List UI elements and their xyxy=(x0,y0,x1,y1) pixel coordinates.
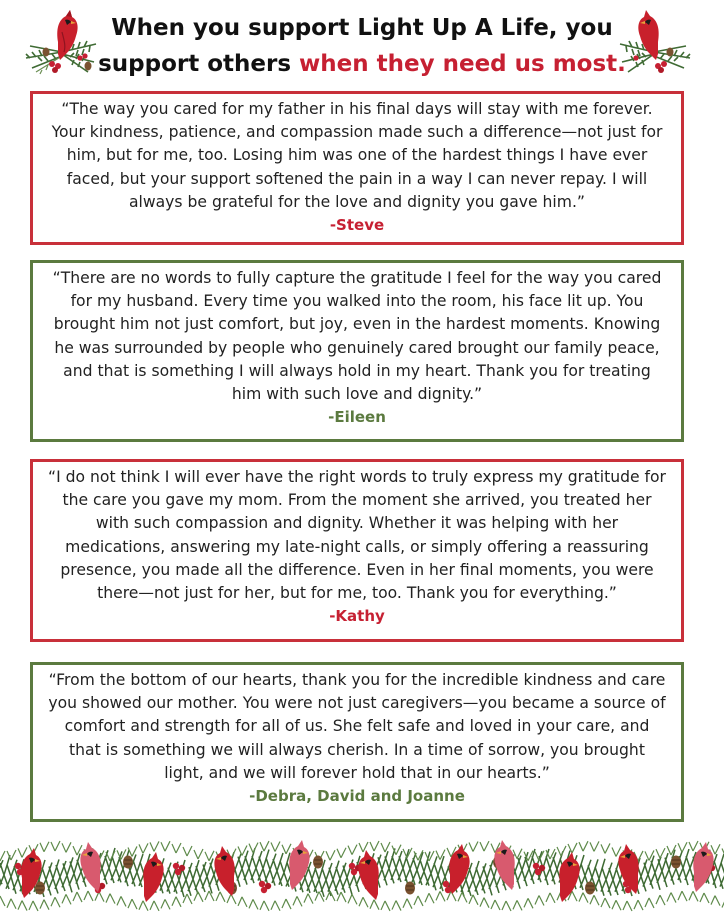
testimonial-author: -Debra, David and Joanne xyxy=(249,787,465,806)
testimonial-quote: “From the bottom of our hearts, thank you for the incredible kindness and care you showed our mother. You were not just caregivers—you became a source of comfort and strength for all of us. She felt safe and loved in your care, and that is something we will always cherish. In a time of sorrow, you brought light, and we will forever hold that in our hearts.” xyxy=(48,671,666,782)
testimonial-card-eileen xyxy=(30,260,684,442)
testimonial-card-kathy xyxy=(30,459,684,642)
title-text: When you support Light Up A Life, you support others xyxy=(98,15,613,77)
testimonial-author: -Eileen xyxy=(328,408,386,427)
testimonial-quote: “The way you cared for my father in his final days will stay with me forever. Your kindness, patience, and compassion made such a difference—not just for him, but for me, too. Losing him was one of the hardest things I have ever faced, but your support softened the pain in a way I can never repay. I will always be grateful for the love and dignity you gave him.” xyxy=(51,100,663,211)
pine-garland-cardinals-border-icon xyxy=(0,826,724,919)
page-title xyxy=(95,10,629,82)
cardinal-pine-decoration-icon xyxy=(614,6,694,84)
testimonial-quote: “There are no words to fully capture the gratitude I feel for the way you cared for my husband. Every time you walked into the room, his face lit up. You brought him not just comfort, but joy, even in the hardest moments. Knowing he was surrounded by people who genuinely cared brought our family peace, and that is something I will always hold in my heart. Thank you for treating him with such love and dignity.” xyxy=(52,269,662,404)
testimonial-author: -Kathy xyxy=(329,607,385,626)
testimonial-quote: “I do not think I will ever have the right words to truly express my gratitude for the care you gave my mom. From the moment she arrived, you treated her with such compassion and dignity. Whether it was helping with her medications, answering my late-night calls, or simply offering a reassuring presence, you made all the difference. Even in her final moments, you were there—not just for her, but for me, too. Thank you for everything.” xyxy=(48,468,666,603)
testimonial-card-debra-david-joanne xyxy=(30,662,684,822)
testimonial-author: -Steve xyxy=(329,216,385,235)
cardinal-pine-decoration-icon xyxy=(22,6,102,84)
page-header xyxy=(0,0,724,88)
title-accent-text: when they need us most. xyxy=(299,51,626,77)
testimonial-card-steve xyxy=(30,91,684,245)
